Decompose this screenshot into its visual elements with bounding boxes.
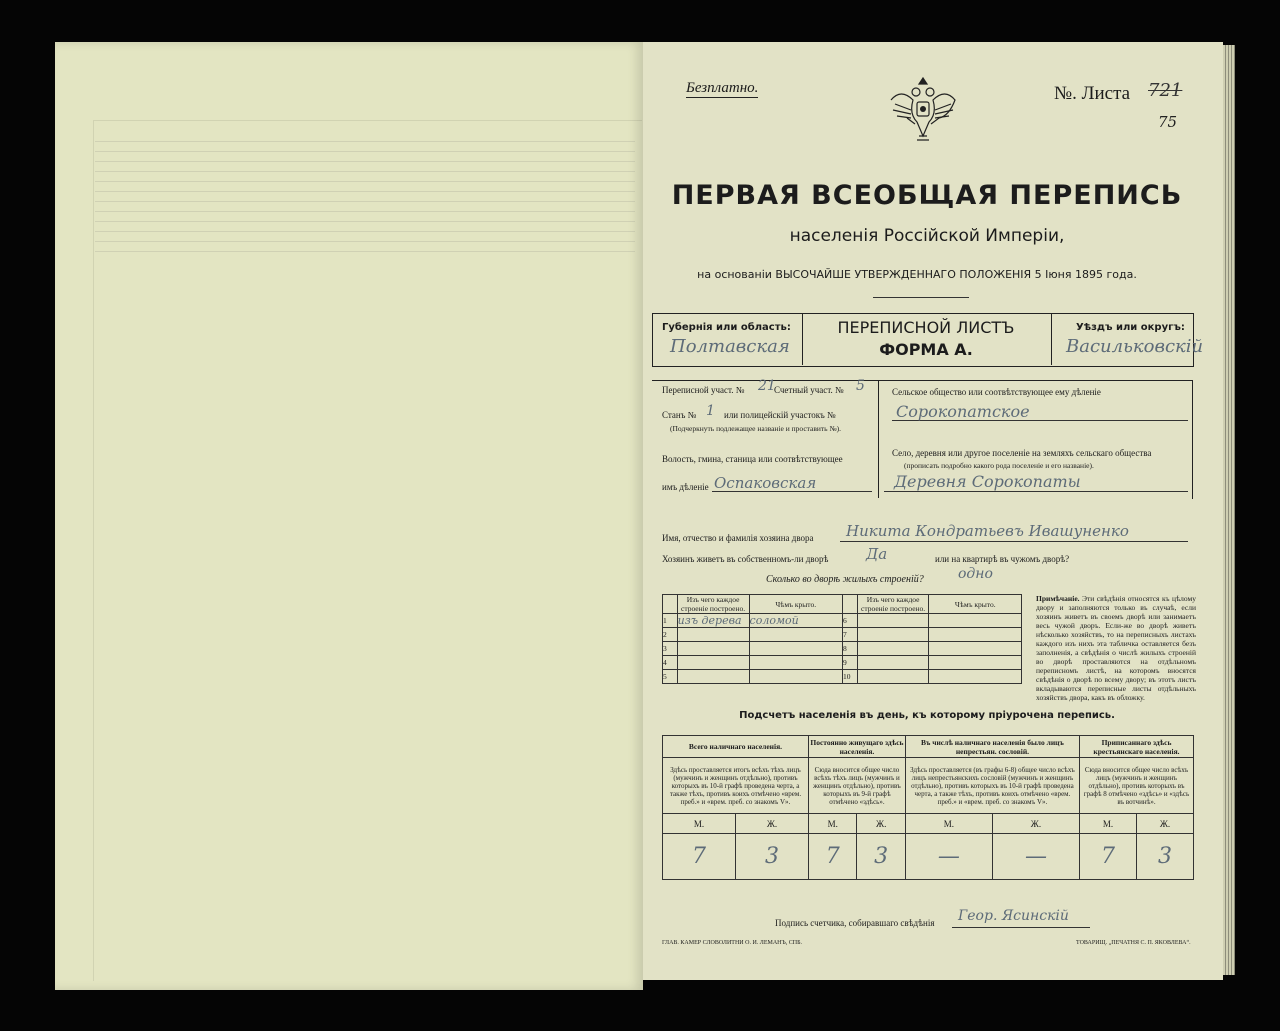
owner-label: Имя, отчество и фамилія хозяина двора <box>662 533 814 543</box>
count-col-desc: Сюда вносится общее число всѣхъ лицъ (мужчинъ и женщинъ отдѣльно), противъ которыхъ въ графѣ 8 отмѣчено «здѣсь» и «здѣсь въ вотчинѣ». <box>1079 758 1193 814</box>
ornament-divider <box>873 297 969 298</box>
count-col-head: Въ числѣ наличнаго населенія было лицъ непрестьян. сословій. <box>905 736 1079 758</box>
buildings-note <box>1036 594 1196 702</box>
fields-divider <box>878 380 879 498</box>
male-label: М. <box>808 814 856 834</box>
count-value: — <box>992 834 1079 880</box>
count-area-value: 5 <box>856 378 865 394</box>
owner-lives-label: Хозяинъ живетъ въ собственномъ-ли дворѣ <box>662 554 829 564</box>
document-subtitle: населенія Россійской Имперіи, <box>789 226 1065 246</box>
male-label: М. <box>905 814 992 834</box>
female-label: Ж. <box>735 814 808 834</box>
count-value: 3 <box>1136 834 1193 880</box>
material-header: Изъ чего каждое строеніе построено. <box>677 595 749 614</box>
count-value: 7 <box>663 834 736 880</box>
left-page <box>55 42 643 990</box>
note-text: Эти свѣдѣнія относятся къ цѣлому двору и заполняются только въ случаѣ, если хозяинъ живетъ въ своемъ дворѣ или занимаетъ весь чужой дворъ. Если-же во дворѣ живетъ нѣсколько хозяйствъ, то на переписныхъ листахъ каждого изъ нихъ эта табличка оставляется безъ заполненія, а свѣдѣнія о числѣ жилыхъ строеній во дворѣ проставляются на отдѣльномъ переписномъ листѣ, на которомъ вносятся свѣдѣнія о дворѣ по всему двору; въ этотъ листъ вкладываются переписные листы отдѣльныхъ хозяйствъ двора, какъ въ обложку. <box>1036 594 1196 702</box>
signature-label: Подпись счетчика, собиравшаго свѣдѣнія <box>775 918 935 928</box>
form-title: ФОРМА А. <box>879 340 973 359</box>
table-row: 4 9 <box>663 656 1022 670</box>
printer-left: ГЛАВ. КАМЕР СЛОВОЛИТНИ О. И. ЛЕМАНЪ, СПБ. <box>662 940 803 946</box>
count-value: 7 <box>808 834 856 880</box>
page-stack-edge <box>1223 45 1235 975</box>
village-note: (прописать подробно какого рода поселеніе и его названіе). <box>904 461 1094 470</box>
province-label: Губернія или область: <box>662 322 791 333</box>
district-label: Уѣздъ или округъ: <box>1076 322 1185 333</box>
apartment-label: или на квартирѣ въ чужомъ дворѣ? <box>935 554 1070 564</box>
count-col-desc: Здѣсь проставляется итогъ всѣхъ тѣхъ лицъ (мужчинъ и женщинъ отдѣльно), противъ которыхъ въ 10-й графѣ проведена черта, а также тѣхъ, противъ коихъ отмѣчено «врем. преб.» и «врем. преб. со знакомъ V». <box>663 758 809 814</box>
count-value: — <box>905 834 992 880</box>
count-col-head: Всего наличнаго населенія. <box>663 736 809 758</box>
stan-note: (Подчеркнуть подлежащее названіе и проставить №). <box>670 424 841 433</box>
census-area-value: 21 <box>758 378 776 394</box>
owner-value: Никита Кондратьевъ Ивашуненко <box>846 522 1129 540</box>
count-col-desc: Сюда вносится общее число всѣхъ тѣхъ лицъ (мужчинъ и женщинъ отдѣльно), противъ которыхъ въ 9-й графѣ отмѣчено «здѣсь». <box>808 758 905 814</box>
village-line <box>884 491 1188 492</box>
count-value: 3 <box>857 834 905 880</box>
sheet-title: ПЕРЕПИСНОЙ ЛИСТЪ <box>837 318 1015 337</box>
village-value: Деревня Сорокопаты <box>894 472 1081 491</box>
female-label: Ж. <box>992 814 1079 834</box>
count-value: 7 <box>1079 834 1136 880</box>
volost-label: Волость, гмина, станица или соотвѣтствующее <box>662 454 843 464</box>
male-label: М. <box>663 814 736 834</box>
table-row: 3 8 <box>663 642 1022 656</box>
buildings-value: одно <box>958 566 993 582</box>
signature-line <box>952 927 1090 928</box>
count-col-head: Постоянно живущаго здѣсь населенія. <box>810 737 904 756</box>
female-label: Ж. <box>857 814 905 834</box>
stan-value: 1 <box>706 403 715 419</box>
village-label: Село, деревня или другое поселеніе на земляхъ сельскаго общества <box>892 448 1152 458</box>
signature-value: Геор. Ясинскій <box>958 908 1069 924</box>
count-section-title: Подсчетъ населенія въ день, къ которому пріурочена перепись. <box>739 710 1115 721</box>
census-area-label: Переписной участ. № <box>662 385 745 395</box>
police-label: или полицейскій участокъ № <box>724 410 836 420</box>
buildings-label: Сколько во дворѣ жилыхъ строеній? <box>766 574 924 585</box>
imperial-eagle-icon <box>883 70 963 150</box>
society-value: Сорокопатское <box>896 402 1030 421</box>
roof-header: Чѣмъ крыто. <box>749 595 842 614</box>
count-area-label: Счетный участ. № <box>774 385 844 395</box>
buildings-table <box>662 594 1022 684</box>
owner-lives-value: Да <box>866 545 888 563</box>
left-page-faded-table <box>95 132 635 252</box>
volost-label-2: имъ дѣленіе <box>662 482 709 492</box>
sheet-number-crossed: 721 <box>1148 80 1183 101</box>
count-col-desc: Здѣсь проставляется (въ графы 6-8) общее число всѣхъ лицъ непрестьянскихъ сословій (мужчинъ и женщинъ отдѣльно), противъ которыхъ въ 10-й графѣ проведена черта, а также тѣхъ, противъ коихъ отмѣчено «врем. преб.» и «врем. преб. со знакомъ V». <box>905 758 1079 814</box>
table-row: 2 7 <box>663 628 1022 642</box>
district-value: Васильковскій <box>1066 336 1204 357</box>
count-table <box>662 735 1194 880</box>
document-basis: на основаніи ВЫСОЧАЙШЕ УТВЕРЖДЕННАГО ПОЛОЖЕНІЯ 5 Іюня 1895 года. <box>697 268 1137 281</box>
free-label: Безплатно. <box>686 80 759 96</box>
table-row: 5 10 <box>663 670 1022 684</box>
count-value: 3 <box>735 834 808 880</box>
document-title: ПЕРВАЯ ВСЕОБЩАЯ ПЕРЕПИСЬ <box>671 180 1183 211</box>
society-label: Сельское общество или соотвѣтствующее ему дѣленіе <box>892 387 1101 397</box>
material-header-2: Изъ чего каждое строеніе построено. <box>857 595 929 614</box>
stan-label: Станъ № <box>662 410 697 420</box>
owner-line <box>840 541 1188 542</box>
roof-header-2: Чѣмъ крыто. <box>929 595 1022 614</box>
printer-right: ТОВАРИЩ. „ПЕЧАТНЯ С. П. ЯКОВЛЕВА“. <box>1076 940 1191 946</box>
volost-value: Оспаковская <box>714 474 817 492</box>
sheet-number-new: 75 <box>1158 113 1178 131</box>
female-label: Ж. <box>1136 814 1193 834</box>
note-lead: Примѣчаніе. <box>1036 594 1080 603</box>
sheet-number-label: №. Листа <box>1054 83 1131 104</box>
table-row: 1 изъ дерева соломой 6 <box>663 614 1022 628</box>
province-value: Полтавская <box>670 336 790 357</box>
male-label: М. <box>1079 814 1136 834</box>
count-col-head: Приписаннаго здѣсь крестьянскаго населенія. <box>1079 736 1193 758</box>
